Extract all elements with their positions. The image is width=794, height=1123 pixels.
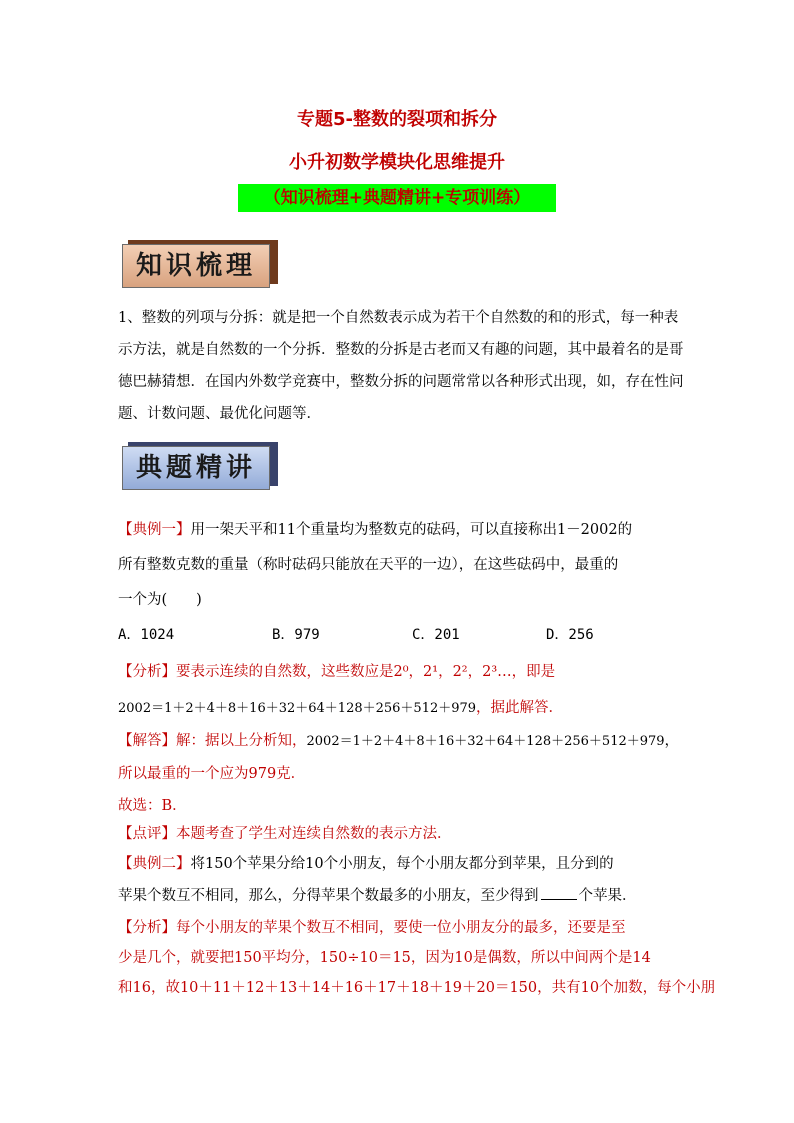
example1-line1 [118,518,632,539]
example1-analysis-line2 [118,696,563,717]
analysis-tail: ，据此解答． [476,700,564,716]
example1-comment [118,822,452,843]
example1-line3: 一个为( ) [118,592,202,608]
answer-comma: ， [664,733,680,749]
example2-text-3: 个苹果． [578,888,637,904]
banner-label: 典题精讲 [122,446,270,490]
example1-line2: 所有整数克数的重量（称时砝码只能放在天平的一边），在这些砝码中，最重的 [118,557,619,573]
analysis-text: 要表示连续的自然数，这些数应是2⁰，2¹，2²，2³…，即是 [176,664,556,680]
analysis-tag: 【分析】 [118,920,176,936]
knowledge-paragraph: 1、整数的列项与分拆：就是把一个自然数表示成为若干个自然数的和的形式，每一种表示方法，就是自然数的一个分拆．整数的分拆是古老而又有趣的问题，其中最着名的是哥德巴赫猜想．在国内外数学竞赛中，整数分拆的问题常常以各种形式出现，如，存在性问题、计数问题、最优化问题等． [118,310,684,422]
answer-text: 解：据以上分析知， [176,733,307,749]
example2-line2 [118,884,637,905]
example1-answer-line2: 所以最重的一个应为979克． [118,766,306,782]
example2-analysis-line3: 和16，故10＋11＋12＋13＋14＋16＋17＋18＋19＋20＝150，共有10个加数，每个小朋 [118,980,716,996]
example1-choice: 故选：B． [118,798,187,814]
example1-answer [118,729,679,750]
example2-text-2: 苹果个数互不相同，那么，分得苹果个数最多的小朋友，至少得到 [118,888,539,904]
example1-analysis [118,660,555,681]
answer-equation: 2002＝1＋2＋4＋8＋16＋32＋64＋128＋256＋512＋979 [306,734,665,749]
option-a: A．1024 [118,627,175,643]
example2-tag: 【典例二】 [118,856,191,872]
banner-label: 知识梳理 [122,244,270,288]
comment-tag: 【点评】 [118,826,176,842]
document-title: 专题5-整数的裂项和拆分 [297,109,497,130]
option-d: D．256 [546,627,594,643]
comment-text: 本题考查了学生对连续自然数的表示方法． [176,826,452,842]
option-c: C．201 [412,627,460,643]
analysis-tag: 【分析】 [118,664,176,680]
analysis-equation: 2002＝1＋2＋4＋8＋16＋32＋64＋128＋256＋512＋979 [118,701,477,716]
section-banner-knowledge [122,240,278,288]
example2-line1 [118,852,614,873]
example2-analysis [118,916,626,937]
option-b: B．979 [272,627,320,643]
answer-blank [541,899,577,900]
example1-text: 用一架天平和11个重量均为整数克的砝码，可以直接称出1－2002的 [190,522,633,538]
section-banner-examples [122,442,278,490]
analysis-text: 每个小朋友的苹果个数互不相同，要使一位小朋友分的最多，还要是至 [176,920,626,936]
example1-tag: 【典例一】 [118,522,191,538]
answer-tag: 【解答】 [118,733,176,749]
example2-text: 将150个苹果分给10个小朋友，每个小朋友都分到苹果，且分到的 [190,856,614,872]
example2-analysis-line2: 少是几个，就要把150平均分，150÷10＝15，因为10是偶数，所以中间两个是14 [118,950,651,966]
document-tagline: （知识梳理+典题精讲+专项训练） [238,184,556,212]
document-subtitle: 小升初数学模块化思维提升 [289,152,505,173]
